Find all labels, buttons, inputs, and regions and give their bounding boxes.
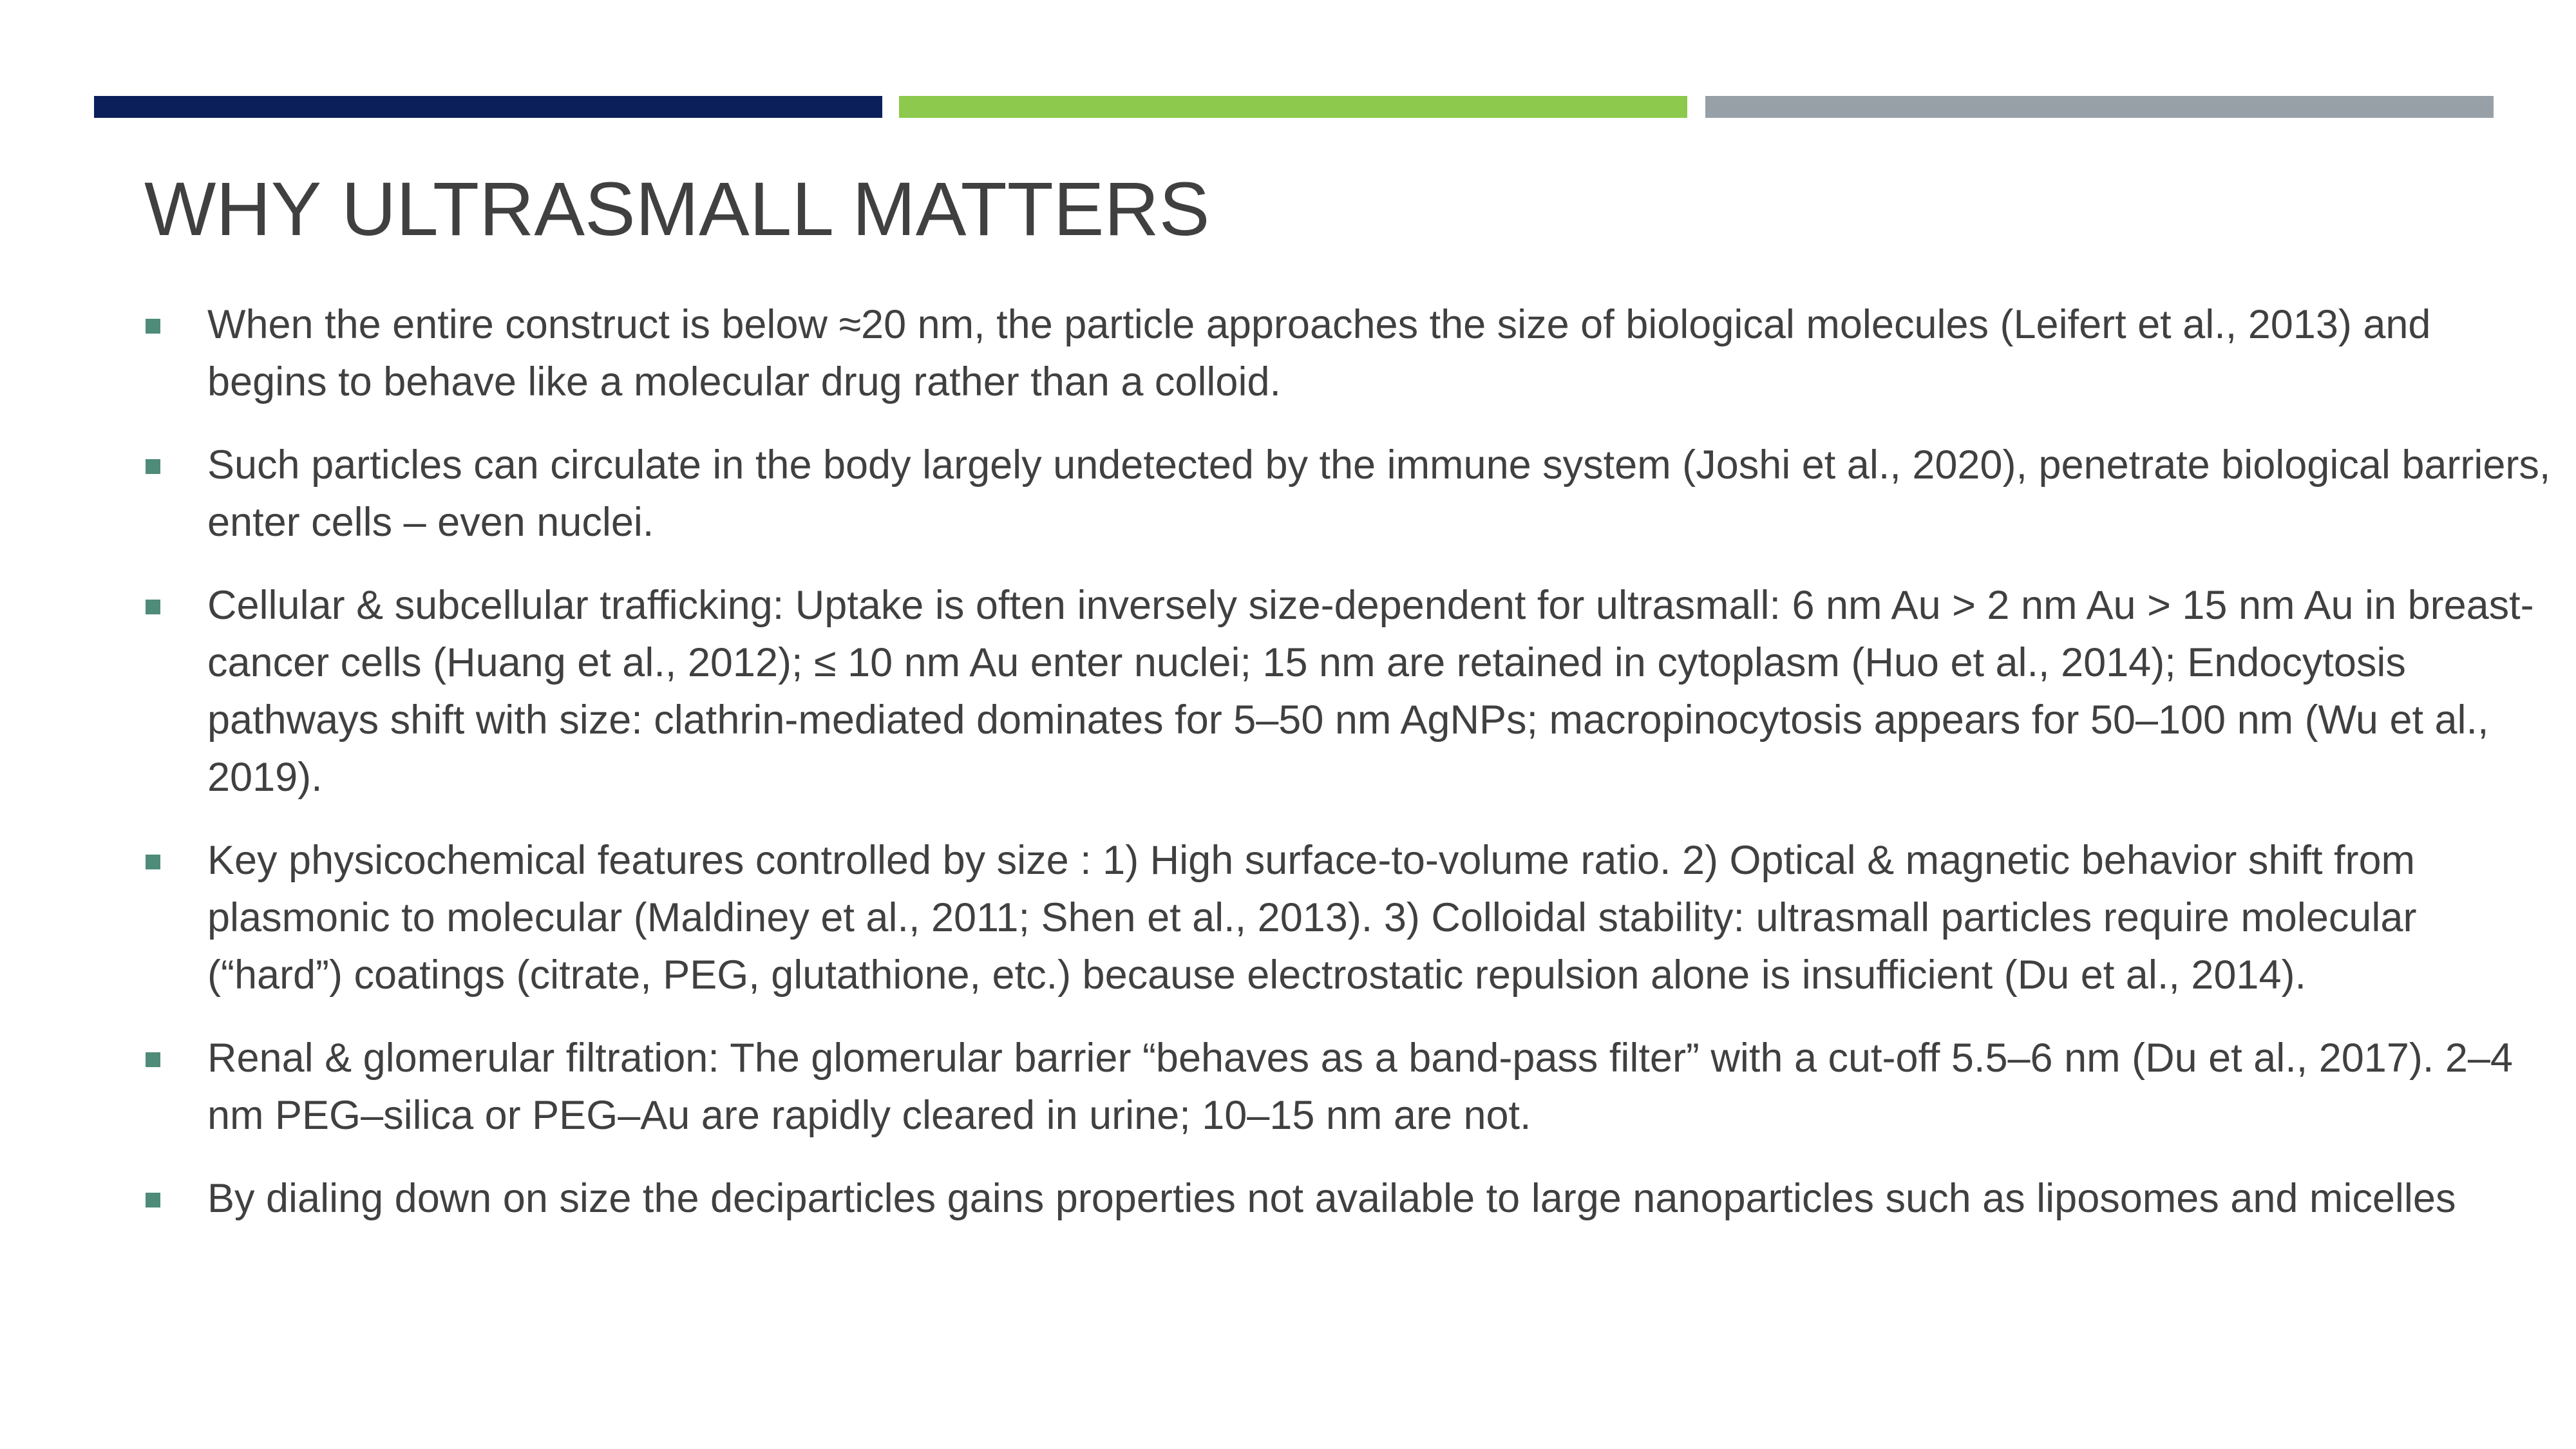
bullet-text: Renal & glomerular filtration: The glomerular barrier “behaves as a band-pass filter” with a cut-off 5.5–6 nm (Du et al., 2017). 2–4 nm PEG–silica or PEG–Au are rapidly cleared in urine; 10–15 nm are not. bbox=[207, 1036, 2513, 1138]
bullet-text: By dialing down on size the deciparticles gains properties not available to large nanoparticles such as liposomes and micelles bbox=[207, 1176, 2456, 1221]
bullet-text: Such particles can circulate in the body largely undetected by the immune system (Joshi et al., 2020), penetrate biological barriers, enter cells – even nuclei. bbox=[207, 442, 2551, 545]
bullet-text: Cellular & subcellular trafficking: Uptake is often inversely size-dependent for ultrasmall: 6 nm Au > 2 nm Au > 15 nm Au in breast-cancer cells (Huang et al., 2012); ≤ 10 nm Au enter nuclei; 15 nm are retained in cytoplasm (Huo et al., 2014); Endocytosis pathways shift with size: clathrin-mediated dominates for 5–50 nm AgNPs; macropinocytosis appears for 50–100 nm (Wu et al., 2019). bbox=[207, 583, 2534, 800]
bullet-item bbox=[144, 296, 2553, 411]
bullet-text: When the entire construct is below ≈20 nm, the particle approaches the size of biological molecules (Leifert et al., 2013) and begins to behave like a molecular drug rather than a colloid. bbox=[207, 302, 2431, 404]
bullet-item bbox=[144, 832, 2553, 1004]
square-bullet-icon bbox=[146, 1052, 160, 1067]
header-bar-gray bbox=[1705, 96, 2494, 118]
bullet-item bbox=[144, 437, 2553, 551]
square-bullet-icon bbox=[146, 1193, 160, 1208]
bullet-list bbox=[144, 296, 2553, 1253]
square-bullet-icon bbox=[146, 600, 160, 614]
square-bullet-icon bbox=[146, 319, 160, 334]
bullet-text: Key physicochemical features controlled by size : 1) High surface-to-volume ratio. 2) Optical & magnetic behavior shift from plasmonic to molecular (Maldiney et al., 2011; Shen et al., 2013). 3) Colloidal stability: ultrasmall particles require molecular (“hard”) coatings (citrate, PEG, glutathione, etc.) because electrostatic repulsion alone is insufficient (Du et al., 2014). bbox=[207, 838, 2417, 998]
header-bar-green bbox=[899, 96, 1687, 118]
square-bullet-icon bbox=[146, 855, 160, 869]
header-bar-navy bbox=[94, 96, 882, 118]
square-bullet-icon bbox=[146, 459, 160, 474]
bullet-item bbox=[144, 577, 2553, 806]
bullet-item bbox=[144, 1170, 2553, 1227]
slide-title: WHY ULTRASMALL MATTERS bbox=[144, 167, 1210, 252]
bullet-item bbox=[144, 1030, 2553, 1144]
